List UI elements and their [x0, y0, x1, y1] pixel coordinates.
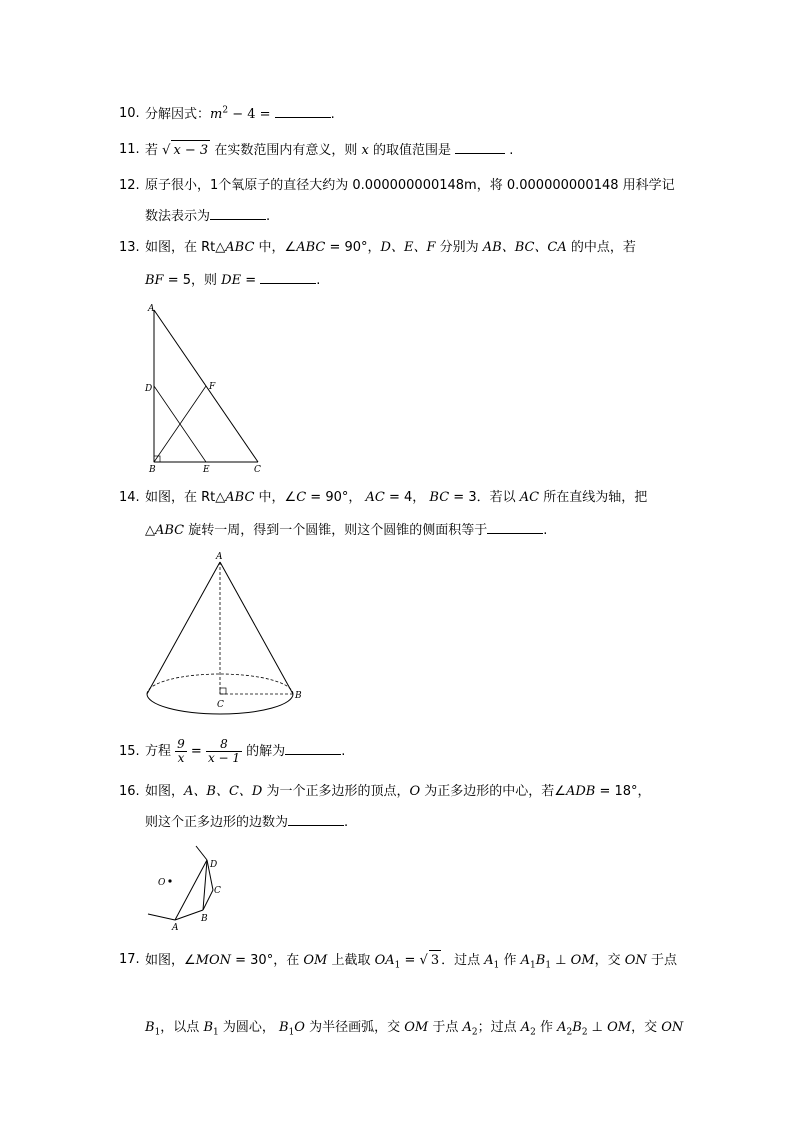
q17-l2c: 为圆心， [218, 1020, 279, 1035]
q17-a2: A [462, 1020, 472, 1035]
q14-tri: △ABC [215, 490, 255, 505]
q11-answer-blank[interactable] [455, 140, 505, 154]
q17-a2b: A [520, 1020, 531, 1035]
q16-l1c: 为正多边形的中心，若∠ [420, 784, 566, 799]
q14-label-C: C [217, 700, 224, 710]
q14-l1c: = 90°， [306, 490, 366, 505]
q16-o: O [409, 784, 421, 799]
q17-b1o-o: O [294, 1020, 305, 1035]
q17-number: 17. [119, 952, 140, 967]
q17-l2e: 于点 [428, 1020, 463, 1035]
q17-l1d: = [400, 953, 420, 968]
q14-line2 [145, 520, 547, 541]
q13-l2b: = 5，则 [163, 273, 222, 288]
q16-answer-blank[interactable] [288, 812, 344, 826]
q15-t2: 的解为 [242, 744, 286, 759]
q10-text [145, 104, 335, 125]
q14-l1e: = 3．若以 [449, 490, 520, 505]
q14-label-A: A [216, 552, 223, 562]
q13-period: . [316, 273, 321, 288]
q17-b1o-sub: 1 [288, 1027, 295, 1038]
q12-line2 [145, 206, 270, 227]
q11-t1: 若 [145, 143, 163, 158]
q12-period: . [266, 209, 271, 224]
q17-a2b2-b: B [572, 1020, 582, 1035]
q13-label-A: A [148, 304, 155, 314]
q14-line1 [145, 488, 647, 508]
q15-number: 15. [119, 744, 140, 759]
q14-cone-figure [140, 548, 310, 720]
q17-l2i: ，交 [631, 1020, 662, 1035]
q17-a2-sub: 2 [471, 1027, 478, 1038]
q17-l1g: ⊥ [551, 953, 571, 968]
q17-a1b1-bsub: 1 [545, 960, 552, 971]
q17-oa: OA [374, 953, 395, 968]
q15-period: . [341, 744, 346, 759]
q17-a2b2-a: A [557, 1020, 567, 1035]
q17-a1b1-asub: 1 [530, 960, 536, 971]
q14-bc: BC [429, 490, 450, 505]
q16-pts: A、B、C、D [184, 784, 263, 799]
q14-l1b: 中，∠ [254, 490, 297, 505]
q17-l1h: ，交 [594, 953, 625, 968]
q17-om3: OM [404, 1020, 429, 1035]
q16-l2: 则这个正多边形的边数为 [145, 815, 289, 830]
q14-tri2: △ABC [145, 523, 185, 538]
q10-expr-rest: − 4 = [228, 107, 275, 122]
q11-var: x [361, 143, 369, 158]
q15-t1: 方程 [145, 744, 176, 759]
q12-line1: 原子很小，1个氧原子的直径大约为 0.000000000148m，将 0.000000000148 用科学记 [145, 178, 675, 193]
q12-answer-blank[interactable] [210, 206, 266, 220]
q14-l1a: 如图，在 Rt [145, 490, 216, 505]
q17-b1b: B [203, 1020, 213, 1035]
q13-bf: BF [145, 273, 164, 288]
q17-a1: A [484, 953, 494, 968]
q13-line1 [145, 238, 636, 258]
q17-a2b2-bsub: 2 [581, 1027, 588, 1038]
q17-l1f: 作 [499, 953, 521, 968]
q10-var: m [210, 107, 223, 122]
q14-ac: AC [365, 490, 385, 505]
q14-number: 14. [119, 490, 140, 505]
q17-l1a: 如图，∠ [145, 953, 196, 968]
q14-answer-blank[interactable] [487, 520, 543, 534]
q17-om4: OM [607, 1020, 632, 1035]
q13-de: DE [221, 273, 242, 288]
q17-a1-sub: 1 [493, 960, 500, 971]
q13-label-B: B [149, 465, 156, 475]
q17-l2b: ，以点 [160, 1020, 204, 1035]
q16-polygon-figure [140, 840, 240, 936]
q17-on2: ON [661, 1020, 684, 1035]
q17-l2d: 为半径画弧，交 [304, 1020, 405, 1035]
q14-period: . [543, 523, 548, 538]
q14-l1f: 所在直线为轴，把 [539, 490, 648, 505]
q17-a2b-sub: 2 [530, 1027, 536, 1038]
q13-segs: AB、BC、CA [482, 240, 567, 255]
q15-f1-den: x [177, 751, 185, 765]
q10-answer-blank[interactable] [275, 104, 331, 118]
q15-fraction-2 [206, 738, 242, 765]
q17-om2: OM [570, 953, 595, 968]
q15-text [145, 734, 345, 770]
q17-a2b2-asub: 2 [566, 1027, 573, 1038]
q14-ac2: AC [519, 490, 540, 505]
q11-number: 11. [119, 142, 140, 157]
q13-pts: D、E、F [380, 240, 436, 255]
q16-label-O: O [158, 878, 166, 888]
q16-label-B: B [201, 914, 208, 924]
q16-period: . [344, 815, 349, 830]
q17-sqrt3: 3 [429, 950, 441, 971]
q13-answer-blank[interactable] [260, 270, 316, 284]
q17-l1e: ．过点 [441, 953, 485, 968]
q17-l1i: 于点 [646, 953, 677, 968]
q11-text: 若 √ x − 3 在实数范围内有意义，则 x 的取值范围是 . [145, 140, 513, 161]
q13-label-E: E [203, 465, 210, 475]
q15-answer-blank[interactable] [285, 741, 341, 755]
q17-line2 [145, 1018, 683, 1038]
q17-om: OM [303, 953, 328, 968]
q15-f2-num: 8 [206, 738, 242, 752]
q17-l1c: 上截取 [327, 953, 375, 968]
q14-l1d: = 4， [384, 490, 430, 505]
q16-ang: ADB [565, 784, 596, 799]
q17-line1: 如图，∠MON = 30°，在 OM 上截取 $OA_1$ = √ 3 ．过点 $A_1$ 作 $A_1B_1$ ⊥ OM，交 ON 于点 [145, 950, 677, 971]
q13-label-D: D [145, 384, 153, 394]
q16-label-A: A [172, 923, 179, 933]
q17-b1-sub: 1 [154, 1027, 161, 1038]
q17-b1o-b: B [279, 1020, 289, 1035]
q16-label-D: D [210, 860, 218, 870]
q11-radicand: x − 3 [171, 140, 210, 161]
q15-eq: = [186, 744, 206, 759]
q13-l1b: 中，∠ [254, 240, 297, 255]
q11-t3: 的取值范围是 [368, 143, 456, 158]
q16-l1d: = 18°， [595, 784, 651, 799]
q17-l2h: ⊥ [587, 1020, 608, 1035]
q16-l1a: 如图， [145, 784, 185, 799]
q16-line1 [145, 782, 651, 802]
q16-number: 16. [119, 784, 140, 799]
q14-angc: C [296, 490, 307, 505]
q13-tri: △ABC [215, 240, 255, 255]
q13-ang: ABC [296, 240, 326, 255]
q17-b1: B [145, 1020, 155, 1035]
q15-f2-den: x − 1 [207, 751, 241, 765]
q15-fraction-1 [175, 738, 187, 765]
q16-label-C: C [214, 886, 221, 896]
q13-line2 [145, 270, 320, 291]
q12-line2-text: 数法表示为 [145, 209, 211, 224]
q14-label-B: B [295, 691, 302, 701]
q13-l1c: = 90°， [325, 240, 381, 255]
q17-b1b-sub: 1 [213, 1027, 219, 1038]
q13-l2d: = [241, 273, 261, 288]
q13-number: 13. [119, 240, 140, 255]
q13-label-C: C [254, 465, 261, 475]
q16-l1b: 为一个正多边形的顶点， [262, 784, 410, 799]
q17-on: ON [624, 953, 647, 968]
q15-f1-num: 9 [177, 737, 185, 751]
q17-l2g: 作 [535, 1020, 558, 1035]
q14-l2b: 旋转一周，得到一个圆锥，则这个圆锥的侧面积等于 [184, 523, 488, 538]
q13-triangle-figure [140, 300, 270, 478]
q17-l2f: ；过点 [477, 1020, 521, 1035]
q10-period: . [330, 107, 335, 122]
q10-exponent: 2 [222, 105, 229, 116]
q11-t2: 在实数范围内有意义，则 [210, 143, 362, 158]
q13-l1a: 如图，在 Rt [145, 240, 216, 255]
q13-label-F: F [209, 382, 216, 392]
q13-l1e: 的中点，若 [566, 240, 636, 255]
q13-l1d: 分别为 [435, 240, 483, 255]
q11-period: . [509, 143, 514, 158]
q10-number: 10. [119, 106, 140, 121]
q10-prompt: 分解因式： [145, 107, 211, 122]
q17-ang: MON [195, 953, 231, 968]
q17-l1b: = 30°，在 [231, 953, 304, 968]
q17-oa-sub: 1 [394, 960, 401, 971]
q17-a1b1-b: B [535, 953, 546, 968]
q16-line2 [145, 812, 348, 833]
q12-number: 12. [119, 178, 140, 193]
q17-a1b1-a: A [520, 953, 531, 968]
